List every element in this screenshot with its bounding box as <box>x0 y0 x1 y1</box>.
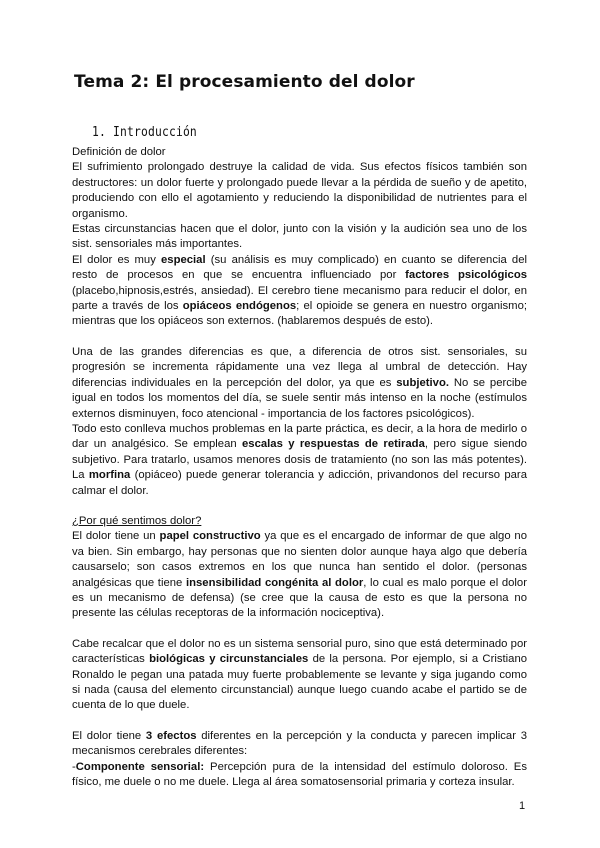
page-number: 1 <box>519 800 526 812</box>
paragraph-3: El dolor es muy especial (su análisis es muy complicado) en cuanto se diferencia del resto de procesos en que se encuentra influenciado por factores psicológicos (placebo,hipnosis,estrés, ansiedad). El cerebro tiene mecanismo para reducir el dolor, en parte a través de los opiáceos endógenos; el opioide se genera en nuestro organismo; mientras que los opiáceos son externos. (hablaremos después de esto). <box>72 253 527 328</box>
bold-term: factores psicológicos <box>405 269 527 282</box>
paragraph-7: Cabe recalcar que el dolor no es un sistema sensorial puro, sino que está determinado por características biológicas y circunstanciales de la persona. Por ejemplo, si a Cristiano Ronaldo le pegan una patada muy fuerte probablemente se levante y siga jugando como si nada (causa del elemento circunstancial) aunque luego cuando acabe el partido se de cuenta de lo que duele. <box>72 637 528 712</box>
bold-term: escalas y respuestas de retirada <box>242 438 425 451</box>
bold-term: especial <box>161 253 206 266</box>
paragraph-9: -Componente sensorial: Percepción pura de la intensidad del estímulo doloroso. Es físico, me duele o no me duele. Llega al área somatosensorial primaria y corteza insular. <box>72 760 527 789</box>
paragraph-5: Todo esto conlleva muchos problemas en la parte práctica, es decir, a la hora de medirlo o dar un analgésico. Se emplean escalas y respuestas de retirada, pero sigue siendo subjetivo. Para tratarlo, usamos menores dosis de tratamiento (no son las más potentes). La morfina (opiáceo) puede generar tolerancia y adicción, privandonos del recurso para calmar el dolor. <box>72 422 528 497</box>
bold-term: insensibilidad congénita al dolor <box>185 576 364 589</box>
bold-term: Componente sensorial: <box>75 760 205 773</box>
page-title: Tema 2: El procesamiento del dolor <box>74 72 415 92</box>
body-text <box>72 145 527 790</box>
bold-term: papel constructivo <box>159 530 261 543</box>
paragraph-8: El dolor tiene 3 efectos diferentes en la percepción y la conducta y parecen implicar 3 mecanismos cerebrales diferentes: <box>72 729 527 758</box>
definition-label: Definición de dolor <box>72 146 166 158</box>
section-heading: 1. Introducción <box>92 124 197 140</box>
paragraph-6: El dolor tiene un papel constructivo ya que es el encargado de informar de que algo no va bien. Sin embargo, hay personas que no sienten dolor aunque haya algo que debería causarselo; son casos extremos en los que nunca han sentido el dolor. (personas analgésicas que tiene insensibilidad congénita al dolor, lo cual es malo porque el dolor es un mecanismo de defensa) (se cree que la causa de esto es que la persona no presente las células receptoras de la información nociceptiva). <box>72 530 527 620</box>
bold-term: 3 efectos <box>145 729 197 742</box>
subheading-why-pain: ¿Por qué sentimos dolor? <box>72 514 202 527</box>
paragraph-1: El sufrimiento prolongado destruye la calidad de vida. Sus efectos físicos también son destructores: un dolor fuerte y prolongado puede llevar a la pérdida de sueño y de apetito, produciendo con ello el agotamiento y reduciendo la disponibilidad de nutrientes para el organismo. <box>72 161 527 220</box>
bold-term: morfina <box>88 469 131 482</box>
paragraph-2: Estas circunstancias hacen que el dolor, junto con la visión y la audición sea uno de los sist. sensoriales más importantes. <box>72 223 527 251</box>
paragraph-4: Una de las grandes diferencias es que, a diferencia de otros sist. sensoriales, su progresión se incrementa rápidamente una vez llega al umbral de detección. Hay diferencias individuales en la percepción del dolor, ya que es subjetivo. No se percibe igual en todos los momentos del día, se suele sentir más intenso en la noche (estímulos externos disminuyen, foco atencional - importancia de los factores psicológicos). <box>72 345 527 420</box>
bold-term: subjetivo. <box>396 376 449 389</box>
bold-term: biológicas y circunstanciales <box>149 653 309 666</box>
bold-term: opiáceos endógenos <box>182 300 297 313</box>
